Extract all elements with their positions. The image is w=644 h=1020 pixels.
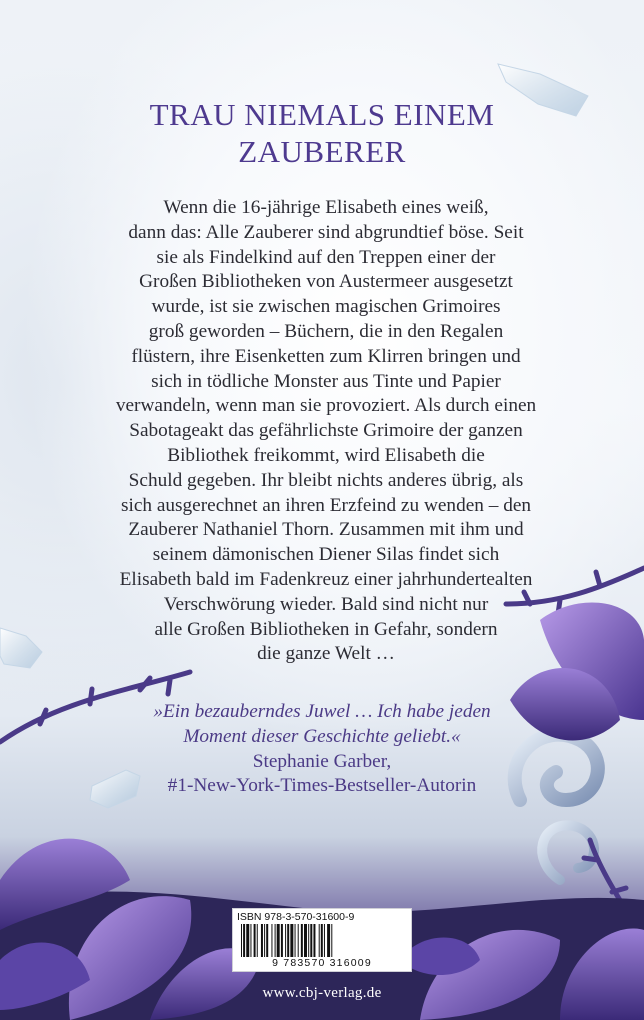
blurb-line: verwandeln, wenn man sie provoziert. Als durch einen [115,395,537,417]
barcode-bar [295,924,296,957]
barcode-bar [301,924,303,957]
blurb-line: Elisabeth bald im Fadenkreuz einer jahrhundertealten [119,568,533,590]
blurb-line: dann das: Alle Zauberer sind abgrundtief böse. Seit [128,221,524,243]
blurb-line: Sabotageakt das gefährlichste Grimoire der ganzen [129,420,523,442]
blurb-line: sich in tödliche Monster aus Tinte und Papier [151,370,501,392]
quote-line: »Ein bezauberndes Juwel … Ich habe jeden [153,701,491,722]
barcode-bar [264,924,265,957]
blurb-line: seinem dämonischen Diener Silas findet sich [152,544,500,566]
blurb-line: sich ausgerechnet an ihren Erzfeind zu wenden – den [120,494,532,516]
barcode-bar [243,924,245,957]
blurb-line: sie als Findelkind auf den Treppen einer der [156,246,496,268]
barcode-bar [241,924,242,957]
barcode-bar [281,924,283,957]
blurb-line: die ganze Welt … [257,643,395,665]
blurb-line: wurde, ist sie zwischen magischen Grimoires [151,296,501,318]
barcode-bar [321,924,323,957]
barcode-bar [313,924,315,957]
barcode-bar [266,924,268,957]
quote-line: Moment dieser Geschichte geliebt.« [183,725,461,747]
cover-headline [0,96,644,170]
quote-author: Stephanie Garber, [252,750,392,772]
blurb-line: Verschwörung wieder. Bald sind nicht nur [163,593,489,615]
blurb-line: groß geworden – Büchern, die in den Regalen [148,320,504,342]
barcode-bar [308,924,309,957]
quote-author-title: #1-New-York-Times-Bestseller-Autorin [167,775,477,797]
barcode-bar [331,924,332,957]
barcode-bar [287,924,289,957]
barcode-bar [324,924,325,957]
barcode-bar [250,924,251,957]
barcode-bar [277,924,280,957]
headline-line: ZAUBERER [238,134,406,169]
headline-line: TRAU NIEMALS EINEM [149,97,495,132]
publisher-url: www.cbj-verlag.de [262,985,382,1001]
blurb-line: Schuld gegeben. Ihr bleibt nichts anderes übrig, als [128,469,524,491]
barcode-bar [275,924,276,957]
barcode-bar [319,924,320,957]
barcode-bar [257,924,258,957]
blurb-line: Zauberer Nathaniel Thorn. Zusammen mit ihm und [128,519,524,541]
barcode-bar [261,924,263,957]
blurb-line: alle Großen Bibliotheken in Gefahr, sondern [154,618,498,640]
blurb-text [64,196,588,667]
barcode-bar [285,924,286,957]
review-quote [90,700,554,799]
barcode-bar [254,924,256,957]
isbn-barcode [232,908,412,972]
crystal-shard-left [0,628,42,668]
blurb-line: flüstern, ihre Eisenketten zum Klirren bringen und [131,345,521,367]
barcode-number: 9 783570 316009 [272,957,372,969]
blurb-line: Wenn die 16-jährige Elisabeth eines weiß, [163,197,489,218]
barcode-bar [304,924,307,957]
blurb-line: Bibliothek freikommt, wird Elisabeth die [167,444,485,466]
barcode-bar [298,924,299,957]
barcode-bars [239,924,405,957]
isbn-label: ISBN 978-3-570-31600-9 [237,911,355,923]
barcode-bar [310,924,312,957]
barcode-bar [246,924,249,957]
barcode-bar [327,924,330,957]
barcode-bar [290,924,293,957]
blurb-line: Großen Bibliotheken von Austermeer ausgesetzt [139,271,513,293]
barcode-bar [271,924,272,957]
